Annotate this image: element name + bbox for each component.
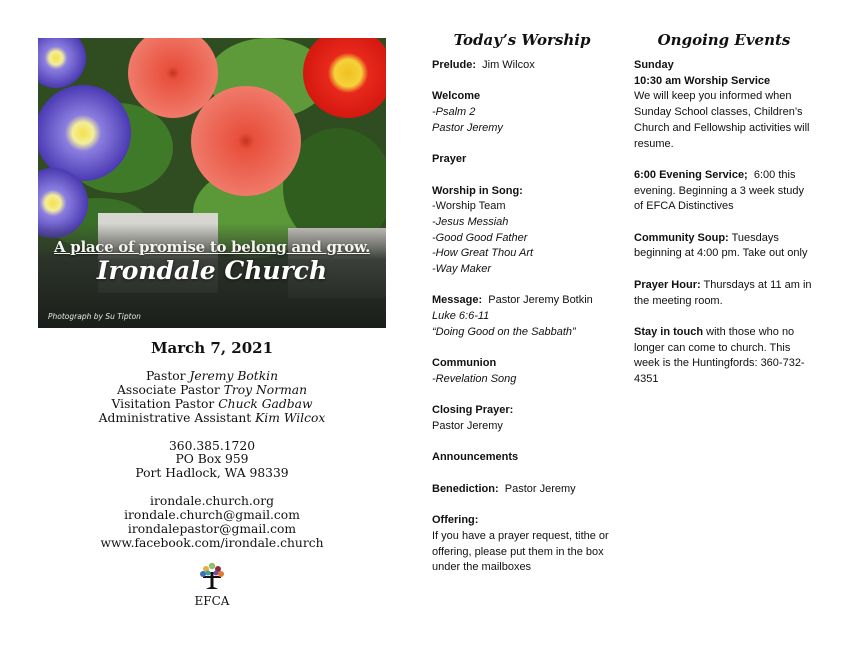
closing-prayer-item: [432, 403, 622, 434]
prayer-item: [432, 152, 622, 168]
offering-label: Offering:: [432, 514, 479, 527]
offering-item: [432, 513, 622, 576]
contact-po-box: PO Box 959: [175, 452, 249, 467]
sunday-service: 10:30 am Worship Service: [634, 74, 771, 87]
photo-credit: Photograph by Su Tipton: [48, 312, 141, 321]
staff-role: Visitation Pastor: [111, 396, 215, 411]
staff-line: [38, 370, 386, 384]
evening-label: 6:00 Evening Service;: [634, 168, 748, 181]
event-stay-in-touch: [634, 325, 814, 388]
email-link[interactable]: irondale.church@gmail.com: [124, 508, 300, 523]
song-title: -How Great Thou Art: [432, 247, 534, 260]
contact-city: Port Hadlock, WA 98339: [135, 466, 289, 481]
benediction-item: [432, 482, 622, 498]
tree-icon: [197, 561, 227, 591]
worship-order: [432, 30, 622, 592]
song-title: -Jesus Messiah: [432, 215, 509, 228]
staff-role: Associate Pastor: [117, 382, 220, 397]
welcome-detail: -Psalm 2: [432, 106, 476, 119]
prayer-label: Prayer: [432, 153, 467, 166]
pastor-email-link[interactable]: irondalepastor@gmail.com: [127, 522, 297, 537]
soup-text: Tuesdays beginning at 4:00 pm. Take out only: [634, 231, 808, 260]
offering-text: If you have a prayer request, tithe or offering, please put them in the box under the mailboxes: [432, 529, 609, 574]
prelude-label: Prelude:: [432, 59, 477, 71]
message-label: Message:: [432, 294, 483, 307]
staff-line: [38, 398, 386, 412]
event-prayer-hour: [634, 278, 814, 309]
contact-phone: 360.385.1720: [168, 438, 256, 453]
benediction-label: Benediction:: [432, 482, 499, 495]
staff-line: [38, 412, 386, 426]
efca-label: EFCA: [194, 593, 230, 608]
staff-name: Jeremy Botkin: [189, 368, 279, 383]
benediction-value: Pastor Jeremy: [504, 482, 576, 495]
purple-flower: [38, 85, 131, 181]
church-name: Irondale Church: [96, 256, 328, 285]
website-link[interactable]: irondale.church.org: [150, 494, 274, 509]
cover-photo: [38, 38, 386, 328]
bulletin-date: March 7, 2021: [150, 339, 274, 357]
sunday-text: We will keep you informed when Sunday School classes, Children’s Church and Fellowship activities will resume.: [634, 90, 810, 150]
ongoing-events: [634, 30, 814, 403]
sunday-label: Sunday: [634, 59, 674, 71]
closing-prayer-value: Pastor Jeremy: [432, 420, 503, 433]
soup-label: Community Soup:: [634, 231, 729, 244]
prayer-hour-text: Thursdays at 11 am in the meeting room.: [634, 278, 812, 307]
worship-title: Today’s Worship: [453, 31, 591, 49]
church-info: [38, 339, 386, 609]
prayer-hour-label: Prayer Hour:: [634, 278, 701, 291]
prelude-value: Jim Wilcox: [482, 59, 535, 71]
welcome-label: Welcome: [432, 90, 481, 103]
event-sunday: [634, 58, 814, 152]
staff-role: Administrative Assistant: [98, 410, 252, 425]
event-evening: [634, 168, 814, 215]
facebook-link[interactable]: www.facebook.com/irondale.church: [100, 535, 324, 550]
closing-prayer-label: Closing Prayer:: [432, 404, 514, 417]
prelude-item: [432, 58, 622, 74]
message-item: [432, 293, 622, 340]
evening-text: 6:00 this evening. Beginning a 3 week study of EFCA Distinctives: [634, 168, 805, 213]
staff-list: [38, 370, 386, 426]
song-label: Worship in Song:: [432, 184, 523, 197]
sermon-title: “Doing Good on the Sabbath”: [432, 325, 576, 338]
staff-role: Pastor: [145, 368, 186, 383]
communion-item: [432, 356, 622, 387]
announcements-item: [432, 450, 622, 466]
tagline: A place of promise to belong and grow.: [54, 238, 370, 256]
song-leader: -Worship Team: [432, 200, 506, 213]
stay-in-touch-label: Stay in touch: [634, 325, 704, 338]
announcements-label: Announcements: [432, 451, 519, 464]
welcome-item: [432, 89, 622, 136]
staff-line: [38, 384, 386, 398]
song-title: -Way Maker: [432, 263, 492, 276]
stay-in-touch-text: with those who no longer can come to church. This week is the Huntingfords: 360-732-4351: [634, 325, 805, 385]
message-speaker: Pastor Jeremy Botkin: [488, 294, 593, 307]
staff-name: Kim Wilcox: [255, 410, 326, 425]
staff-name: Chuck Gadbaw: [218, 396, 313, 411]
staff-name: Troy Norman: [223, 382, 307, 397]
coral-flower: [191, 86, 301, 196]
welcome-detail: Pastor Jeremy: [432, 121, 503, 134]
song-item: [432, 184, 622, 278]
communion-label: Communion: [432, 357, 497, 370]
song-title: -Good Good Father: [432, 231, 528, 244]
communion-song: -Revelation Song: [432, 372, 517, 385]
efca-logo: [192, 561, 232, 609]
event-soup: [634, 231, 814, 262]
events-title: Ongoing Events: [657, 31, 791, 49]
scripture-reference: Luke 6:6-11: [432, 310, 490, 323]
